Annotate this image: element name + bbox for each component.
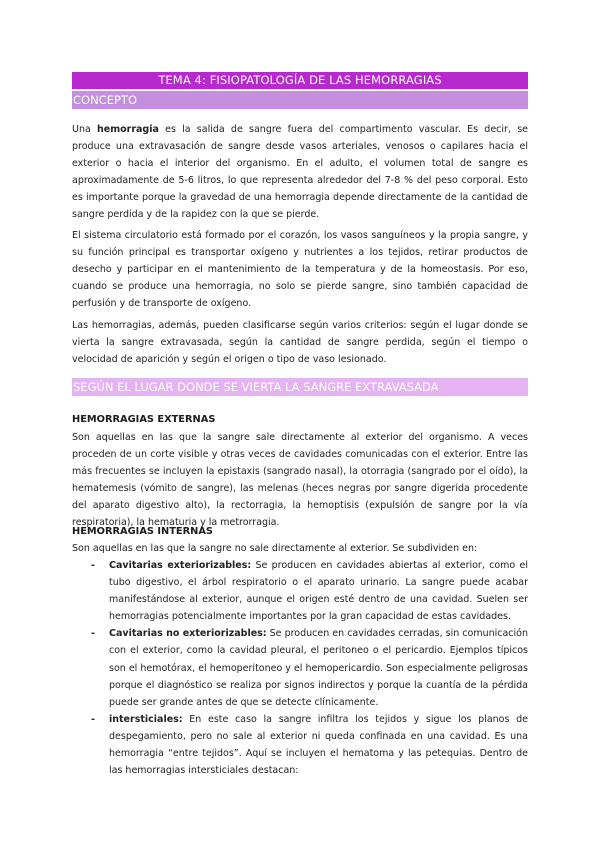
list-item-cavitarias-no-exteriorizables bbox=[72, 625, 528, 710]
list-dash: - bbox=[91, 713, 95, 725]
term-hemorragia: hemorragia bbox=[97, 124, 159, 135]
section-heading-lugar: SEGÚN EL LUGAR DONDE SE VIERTA LA SANGRE EXTRAVASADA bbox=[72, 378, 528, 396]
list-item-text: En este caso la sangre infiltra los tejidos y sigue los planos de despegamiento, pero no sale al exterior ni queda confinada en una cavidad. Es una hemorragia “entre tejidos”. Aquí se incluyen el hematoma y las petequias. Dentro de las hemorragias intersticiales destacan: bbox=[109, 713, 528, 777]
section-heading-concepto: CONCEPTO bbox=[72, 91, 528, 109]
paragraph-circulatory-system: El sistema circulatorio está formado por el corazón, los vasos sanguíneos y la propia sangre, y su función principal es transportar oxígeno y nutrientes a los tejidos, retirar productos de desecho y participar en el mantenimiento de la temperatura y de la homeostasis. Por eso, cuando se produce una hemorragia, no solo se pierde sangre, sino también capacidad de perfusión y de transporte de oxígeno. bbox=[72, 230, 528, 310]
p1-pre: Una bbox=[72, 124, 98, 135]
paragraph-definition bbox=[72, 121, 528, 224]
list-item-term: intersticiales: bbox=[109, 713, 183, 725]
subheading-externas: HEMORRAGIAS EXTERNAS bbox=[72, 414, 216, 425]
paragraph-externas: Son aquellas en las que la sangre sale directamente al exterior del organismo. A veces proceden de un corte visible y otras veces de cavidades comunicadas con el exterior. Entre las más frecuentes se incluyen la epistaxis (sangrado nasal), la otorragia (sangrado por el oído), la hematemesis (vómito de sangre), las melenas (heces negras por sangre digerida procedente del aparato digestivo alto), la rectorragia, la hemoptisis (expulsión de sangre por la vía respiratoria), la hematuria y la metrorragia. bbox=[72, 432, 528, 529]
subheading-internas: HEMORRAGIAS INTERNAS bbox=[72, 526, 213, 537]
p1-post: es la salida de sangre fuera del compartimento vascular. Es decir, se produce una extravasación de sangre desde vasos arteriales, venosos o capilares hacia el exterior o hacia el interior del organismo. En el adulto, el volumen total de sangre es aproximadamente de 5-6 litros, lo que representa alrededor del 7-8 % del peso corporal. Esto es importante porque la gravedad de una hemorragia depende directamente de la cantidad de sangre perdida y de la rapidez con la que se pierde. bbox=[72, 124, 528, 221]
list-item-term: Cavitarias exteriorizables: bbox=[109, 560, 252, 571]
internas-list bbox=[72, 557, 528, 779]
list-item-text: Se producen en cavidades cerradas, sin comunicación con el exterior, como la cavidad pleural, el peritoneo o el pericardio. Ejemplos típicos son el hemotórax, el hemoperitoneo y el hemopericardio. Son especialmente peligrosas porque el diagnóstico se realiza por signos indirectos y porque la cuantía de la pérdida puede ser grande antes de que se detecte clínicamente. bbox=[109, 628, 528, 708]
document-title: TEMA 4: FISIOPATOLOGÍA DE LAS HEMORRAGIAS bbox=[72, 72, 528, 89]
list-dash: - bbox=[91, 560, 95, 571]
list-item-term: Cavitarias no exteriorizables: bbox=[109, 628, 267, 640]
list-item-text: Se producen en cavidades abiertas al exterior, como el tubo digestivo, el árbol respiratorio o el aparato urinario. La sangre puede acabar manifestándose al exterior, aunque el origen esté dentro de una cavidad. Suelen ser hemorragias potencialmente importantes por la gran capacidad de estas cavidades. bbox=[109, 560, 528, 623]
paragraph-internas-intro: Son aquellas en las que la sangre no sale directamente al exterior. Se subdividen en: bbox=[72, 543, 478, 554]
list-dash: - bbox=[91, 628, 95, 640]
list-item-cavitarias-exteriorizables bbox=[72, 557, 528, 625]
paragraph-classification: Las hemorragias, además, pueden clasificarse según varios criterios: según el lugar donde se vierta la sangre extravasada, según la cantidad de sangre perdida, según el tiempo o velocidad de aparición y según el origen o tipo de vaso lesionado. bbox=[72, 320, 528, 366]
list-item-intersticiales bbox=[72, 711, 528, 779]
